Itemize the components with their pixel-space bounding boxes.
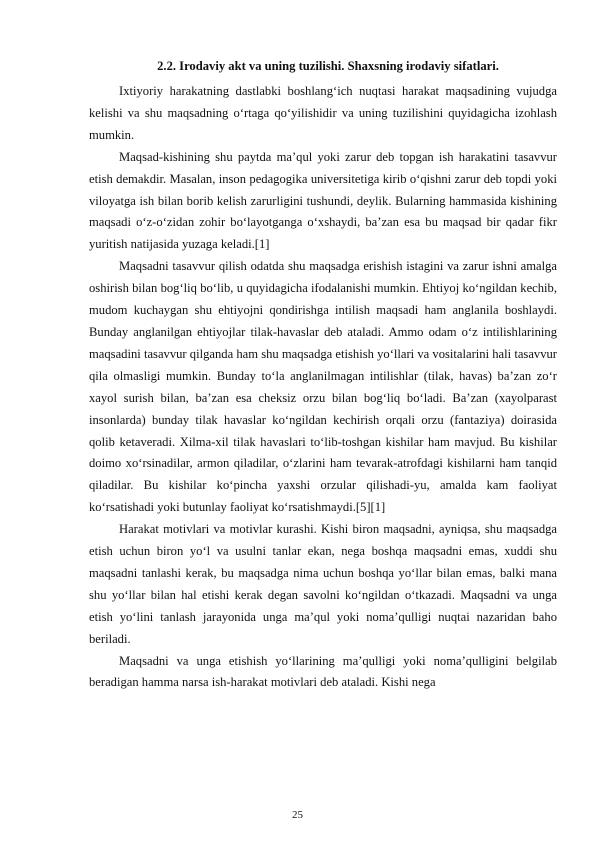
paragraph-3: Maqsadni tasavvur qilish odatda shu maqsadga erishish istagini va zarur ishni amalga oshirish bilan bog‘liq bo‘lib, u quyidagicha ifodalanishi mumkin. Ehtiyoj ko‘ngildan kechib, mudom kuchaygan shu ehtiyojni qondirishga intilish maqsadi ham anglanila boshlaydi. Bunday anglanilgan ehtiyojlar tilak-havaslar deb ataladi. Ammo odam o‘z intilishlarining maqsadini tasavvur qilganda ham shu maqsadga etishish yo‘llari va vositalarini hali tasavvur qila olmasligi mumkin. Bunday to‘la anglanilmagan intilishlar (tilak, havas) ba’zan zo‘r xayol surish bilan, ba’zan esa cheksiz orzu bilan bog‘liq bo‘ladi. Ba’zan (xayolparast insonlarda) bunday tilak havaslar ko‘ngildan kechirish orqali orzu (fantaziya) doirasida qolib ketaveradi. Xilma-xil tilak havaslari to‘lib-toshgan kishilar ham mavjud. Bu kishilar doimo xo‘rsinadilar, armon qiladilar, o‘zlarini ham tevarak-atrofdagi kishilarni ham tanqid qiladilar. Bu kishilar ko‘pincha yaxshi orzular qilishadi-yu, amalda kam faoliyat ko‘rsatishadi yoki butunlay faoliyat ko‘rsatishmaydi.[5][1] bbox=[89, 259, 557, 515]
section-title: 2.2. Irodaviy akt va uning tuzilishi. Shaxsning irodaviy sifatlari. bbox=[157, 59, 499, 73]
paragraph-2: Maqsad-kishining shu paytda ma’qul yoki zarur deb topgan ish harakatini tasavvur etish demakdir. Masalan, inson pedagogika universitetiga kirib o‘qishni zarur deb topdi yoki viloyatga ish bilan borib kelish zarurligini tushundi, deylik. Bularning hammasida kishining maqsadi o‘z-o‘zidan zohir bo‘layotganga o‘xshaydi, ba’zan esa bu maqsad bir qadar fikr yuritish natijasida yuzaga keladi.[1] bbox=[89, 149, 557, 252]
document-page bbox=[89, 58, 557, 694]
paragraph-4: Harakat motivlari va motivlar kurashi. Kishi biron maqsadni, ayniqsa, shu maqsadga etish uchun biron yo‘l va usulni tanlar ekan, nega boshqa maqsadni emas, xuddi shu maqsadni tanlashi kerak, bu maqsadga nima uchun boshqa yo‘llar bilan emas, balki mana shu yo‘llar bilan hal etishi kerak degan savolni ko‘ngildan o‘tkazadi. Maqsadni va unga etish yo‘lini tanlash jarayonida unga ma’qul yoki noma’qulligi nuqtai nazaridan baho beriladi. bbox=[89, 522, 557, 646]
page-number: 25 bbox=[292, 809, 303, 821]
paragraph-5: Maqsadni va unga etishish yo‘llarining ma’qulligi yoki noma’qulligini belgilab beradigan hamma narsa ish-harakat motivlari deb ataladi. Kishi nega bbox=[89, 653, 557, 690]
paragraph-1: Ixtiyoriy harakatning dastlabki boshlang‘ich nuqtasi harakat maqsadining vujudga kelishi va shu maqsadning o‘rtaga qo‘yilishidir va uning tuzilishini quyidagicha izohlash mumkin. bbox=[89, 84, 557, 142]
